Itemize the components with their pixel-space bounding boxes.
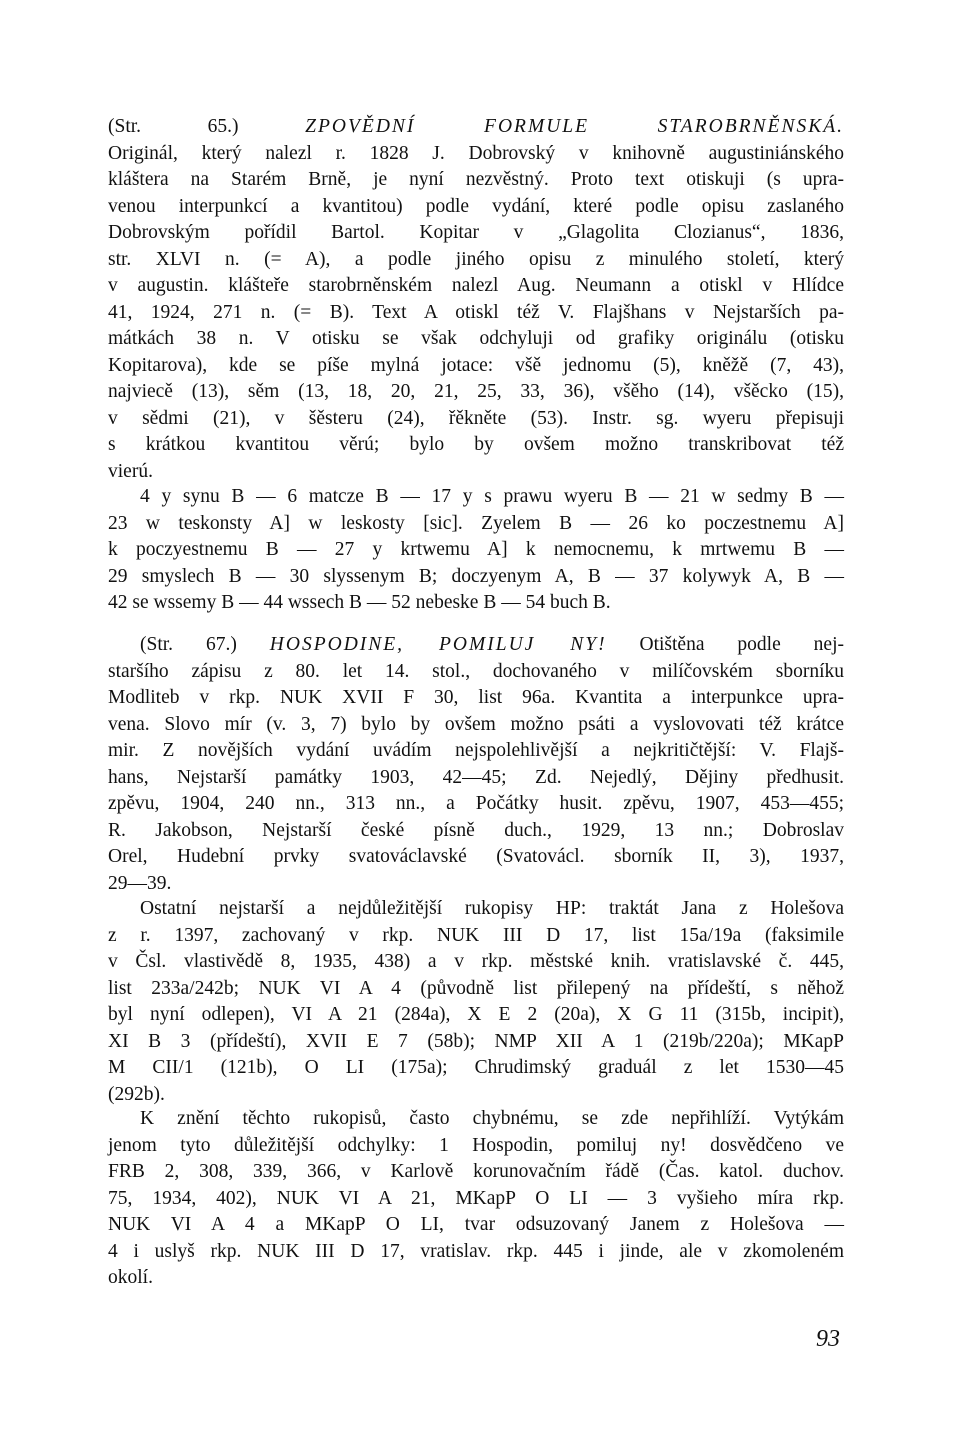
text-line: 75, 1934, 402), NUK VI A 21, MKapP O LI — 3 vyšieho míra rkp. xyxy=(108,1187,844,1209)
text-line: 4 i uslyš rkp. NUK III D 17, vratislav. rkp. 445 i jinde, ale v zkomoleném xyxy=(108,1240,844,1262)
text-line: list 233a/242b; NUK VI A 4 (původně list přilepený na přídeští, s něhož xyxy=(108,977,844,999)
text-run: Otištěna podle nej- xyxy=(606,634,844,655)
text-line: K znění těchto rukopisů, často chybnému, se zde nepřihlíží. Vytýkám xyxy=(140,1108,844,1129)
text-line: v sědmi (21), v šěsteru (24), řěkněte (53). Instr. sg. wyeru přepisuji xyxy=(108,407,844,429)
text-line: 41, 1924, 271 n. (= B). Text A otiskl též V. Flajšhans v Nejstarších pa- xyxy=(108,301,844,323)
text-line: kláštera na Starém Brně, je nyní nezvěstný. Proto text otiskuji (s upra- xyxy=(108,169,844,190)
variant-line: k poczyestnemu B — 27 y krtwemu A] k nemocnemu, k mrtwemu B — xyxy=(108,539,844,560)
text-line: XI B 3 (přídeští), XVII E 7 (58b); NMP XII A 1 (219b/220a); MKapP xyxy=(108,1030,844,1052)
section-zpovedni-formule xyxy=(108,114,844,485)
text-line: zpěvu, 1904, 240 nn., 313 nn., a Počátky husit. zpěvu, 1907, 453—455; xyxy=(108,793,844,814)
text-line: Ostatní nejstarší a nejdůležitější rukopisy HP: traktát Jana z Holešova xyxy=(140,898,844,919)
paragraph-manuscripts xyxy=(108,896,844,1108)
text-line: Orel, Hudební prvky svatováclavské (Svatovácl. sborník II, 3), 1937, xyxy=(108,846,844,867)
variant-line: 42 se wssemy B — 44 wssech B — 52 nebeske B — 54 buch B. xyxy=(108,592,611,613)
text-line: v Čsl. vlastivědě 8, 1935, 438) a v rkp. městské knih. vratislavské č. 445, xyxy=(108,951,844,972)
text-line: Modliteb v rkp. NUK XVII F 30, list 96a. Kvantita a interpunkce upra- xyxy=(108,687,844,708)
variant-readings xyxy=(108,484,844,617)
variant-line: 29 smyslech B — 30 slyssenym B; doczyenym A, B — 37 kolywyk A, B — xyxy=(108,565,844,587)
section-hospodine-pomiluj-ny xyxy=(108,632,844,897)
section-heading-line xyxy=(108,632,844,659)
text-line: FRB 2, 308, 339, 366, v Karlově korunovačním řádě (Čas. katol. duchov. xyxy=(108,1161,844,1182)
text-line: Dobrovským pořídil Bartol. Kopitar v „Glagolita Clozianus“, 1836, xyxy=(108,222,844,243)
text-line: s krátkou kvantitou věrú; bylo by ovšem možno transkribovat též xyxy=(108,434,844,455)
section-title: HOSPODINE, POMILUJ NY! xyxy=(269,634,607,655)
text-line: z r. 1397, zachovaný v rkp. NUK III D 17, list 15a/19a (faksimile xyxy=(108,924,844,946)
text-line: najviecě (13), sěm (13, 18, 20, 21, 25, 33, 36), všěho (14), všěcko (15), xyxy=(108,381,844,402)
text-line: okolí. xyxy=(108,1267,153,1288)
page-number: 93 xyxy=(816,1326,840,1352)
text-line: NUK VI A 4 a MKapP O LI, tvar odsuzovaný Janem z Holešova — xyxy=(108,1214,844,1235)
page-reference: (Str. 65.) xyxy=(108,116,306,137)
section-heading-line xyxy=(108,114,844,141)
text-line: (292b). xyxy=(108,1083,165,1105)
text-line: vierú. xyxy=(108,460,153,482)
text-line: 29—39. xyxy=(108,872,172,894)
text-line: hans, Nejstarší památky 1903, 42—45; Zd. Nejedlý, Dějiny předhusit. xyxy=(108,766,844,788)
text-line: byl nyní odlepen), VI A 21 (284a), X E 2 (20a), X G 11 (315b, incipit), xyxy=(108,1004,844,1025)
text-line: M CII/1 (121b), O LI (175a); Chrudimský graduál z let 1530—45 xyxy=(108,1057,844,1078)
paragraph-variants-note xyxy=(108,1106,844,1292)
text-line: jenom tyto důležitější odchylky: 1 Hospodin, pomiluj ny! dosvědčeno ve xyxy=(108,1134,844,1156)
text-line: staršího zápisu z 80. let 14. stol., dochovaného v milíčovském sborníku xyxy=(108,660,844,682)
text-line: R. Jakobson, Nejstarší české písně duch., 1929, 13 nn.; Dobroslav xyxy=(108,819,844,841)
variant-line: 23 w teskonsty A] w leskosty [sic]. Zyelem B — 26 ko poczestnemu A] xyxy=(108,512,844,534)
text-line: mir. Z novějších vydání uvádím nejspolehlivější a nejkritičtější: V. Flajš- xyxy=(108,740,844,761)
section-title: ZPOVĚDNÍ FORMULE STAROBRNĚNSKÁ. xyxy=(305,116,844,137)
text-line: venou interpunkcí a kvantitou) podle vydání, které podle opisu zaslaného xyxy=(108,195,844,217)
variant-line: 4 y synu B — 6 matcze B — 17 y s prawu wyeru B — 21 w sedmy B — xyxy=(140,486,844,507)
page-reference: (Str. 67.) xyxy=(140,634,270,655)
text-line: vena. Slovo mír (v. 3, 7) bylo by ovšem možno psáti a vyslovovati též krátce xyxy=(108,713,844,735)
text-line: mátkách 38 n. V otisku se však odchyluji od grafiky originálu (otisku xyxy=(108,328,844,349)
text-line: str. XLVI n. (= A), a podle jiného opisu z minulého století, který xyxy=(108,248,844,270)
text-line: v augustin. klášteře starobrněnském nalezl Aug. Neumann a otiskl v Hlídce xyxy=(108,275,844,296)
text-line: Originál, který nalezl r. 1828 J. Dobrovský v knihovně augustiniánského xyxy=(108,142,844,164)
text-line: Kopitarova), kde se píše mylná jotace: všě jednomu (5), kněžě (7, 43), xyxy=(108,354,844,376)
